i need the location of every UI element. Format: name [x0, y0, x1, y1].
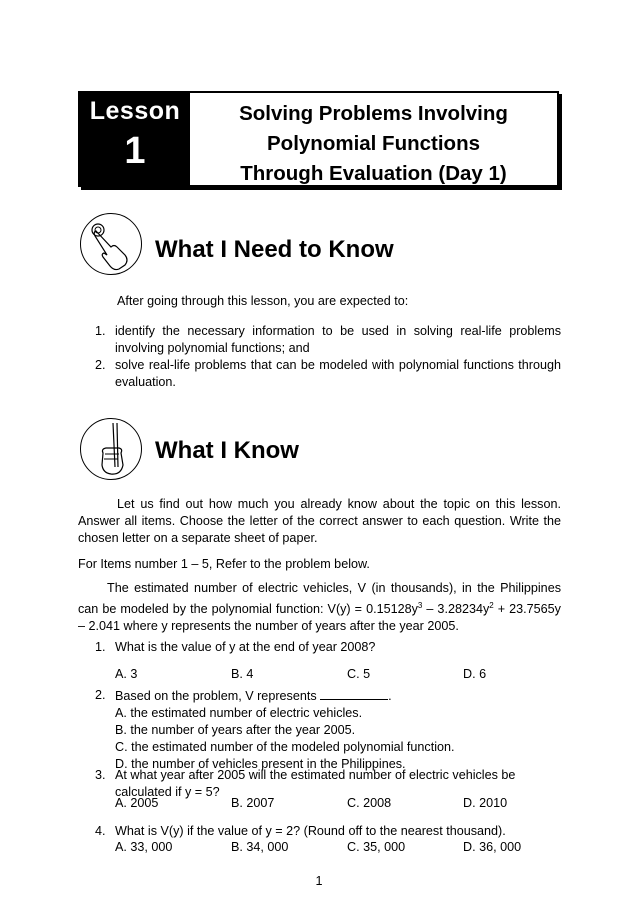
problem-statement [78, 580, 561, 635]
option-d: D. the number of vehicles present in the Philippines. [115, 757, 406, 771]
lesson-title [190, 93, 557, 185]
question-4-options [115, 839, 579, 856]
problem-text-c: + 23.7565y – 2.041 where y represents the number of years after the year 2005. [78, 602, 561, 634]
option-b: B. 4 [231, 667, 254, 681]
question-number: 2. [95, 688, 106, 702]
question-text: At what year after 2005 will the estimated number of electric vehicles be [115, 768, 516, 782]
question-text-cont: calculated if y = 5? [115, 785, 220, 799]
items-note: For Items number 1 – 5, Refer to the problem below. [78, 557, 370, 571]
question-4 [95, 823, 561, 840]
lesson-number: 1 [124, 130, 146, 172]
option-d: D. 2010 [463, 796, 508, 810]
pointing-hand-icon [80, 213, 142, 275]
option-a: A. 3 [115, 667, 138, 681]
list-number: 2. [95, 358, 106, 372]
problem-text-a: The estimated number of electric vehicles, V (in thousands), in the Philippines can be modeled by the polynomial function: V(y) = 0.15128y [78, 581, 561, 617]
option-c: C. the estimated number of the modeled polynomial function. [115, 740, 455, 754]
problem-text-b: – 3.28234y [422, 602, 490, 617]
list-text: solve real-life problems that can be modeled with polynomial functions through evaluation. [115, 358, 561, 389]
question-number: 1. [95, 640, 106, 654]
lesson-label-box [80, 93, 190, 185]
option-d: D. 36, 000 [463, 840, 522, 854]
list-number: 1. [95, 324, 106, 338]
list-item [95, 357, 561, 391]
option-c: C. 35, 000 [347, 840, 406, 854]
option-a: A. 33, 000 [115, 840, 173, 854]
answer-blank [320, 687, 388, 700]
objectives-list [95, 323, 561, 391]
question-text-end: . [388, 689, 392, 703]
what-i-know-heading: What I Know [155, 437, 299, 464]
question-1 [95, 639, 561, 656]
option-a: A. the estimated number of electric vehicles. [115, 706, 363, 720]
option-c: C. 5 [347, 667, 371, 681]
what-i-know-intro: Let us find out how much you already know about the topic on this lesson. Answer all items. Choose the letter of the correct answer to each question. Write the chosen letter on a separate sheet of paper. [78, 497, 561, 545]
lesson-banner [78, 91, 559, 187]
question-number: 3. [95, 768, 106, 782]
option-b: B. the number of years after the year 2005. [115, 723, 356, 737]
exponent-2: 2 [489, 601, 494, 610]
page-number: 1 [315, 874, 323, 888]
list-text: identify the necessary information to be used in solving real-life problems involving polynomial functions; and [115, 324, 561, 355]
question-text: Based on the problem, V represents [115, 689, 317, 703]
lesson-title-line-1: Solving Problems Involving [239, 102, 508, 125]
list-item [95, 323, 561, 357]
option-b: B. 34, 000 [231, 840, 289, 854]
question-text: What is V(y) if the value of y = 2? (Round off to the nearest thousand). [115, 824, 506, 838]
question-2 [95, 687, 561, 773]
question-1-options [115, 666, 579, 683]
question-3-options [115, 795, 579, 812]
option-c: C. 2008 [347, 796, 392, 810]
lesson-title-line-2: Polynomial Functions [267, 132, 480, 155]
lesson-word: Lesson [89, 97, 181, 125]
question-text: What is the value of y at the end of year 2008? [115, 640, 376, 654]
pencil-hand-icon [80, 418, 142, 480]
option-a: A. 2005 [115, 796, 159, 810]
question-2-options [95, 705, 561, 773]
exponent-3: 3 [417, 601, 423, 610]
need-to-know-intro: After going through this lesson, you are expected to: [117, 294, 409, 308]
option-b: B. 2007 [231, 796, 275, 810]
need-to-know-heading: What I Need to Know [155, 236, 394, 263]
lesson-title-line-3: Through Evaluation (Day 1) [240, 162, 507, 185]
option-d: D. 6 [463, 667, 487, 681]
question-number: 4. [95, 824, 106, 838]
